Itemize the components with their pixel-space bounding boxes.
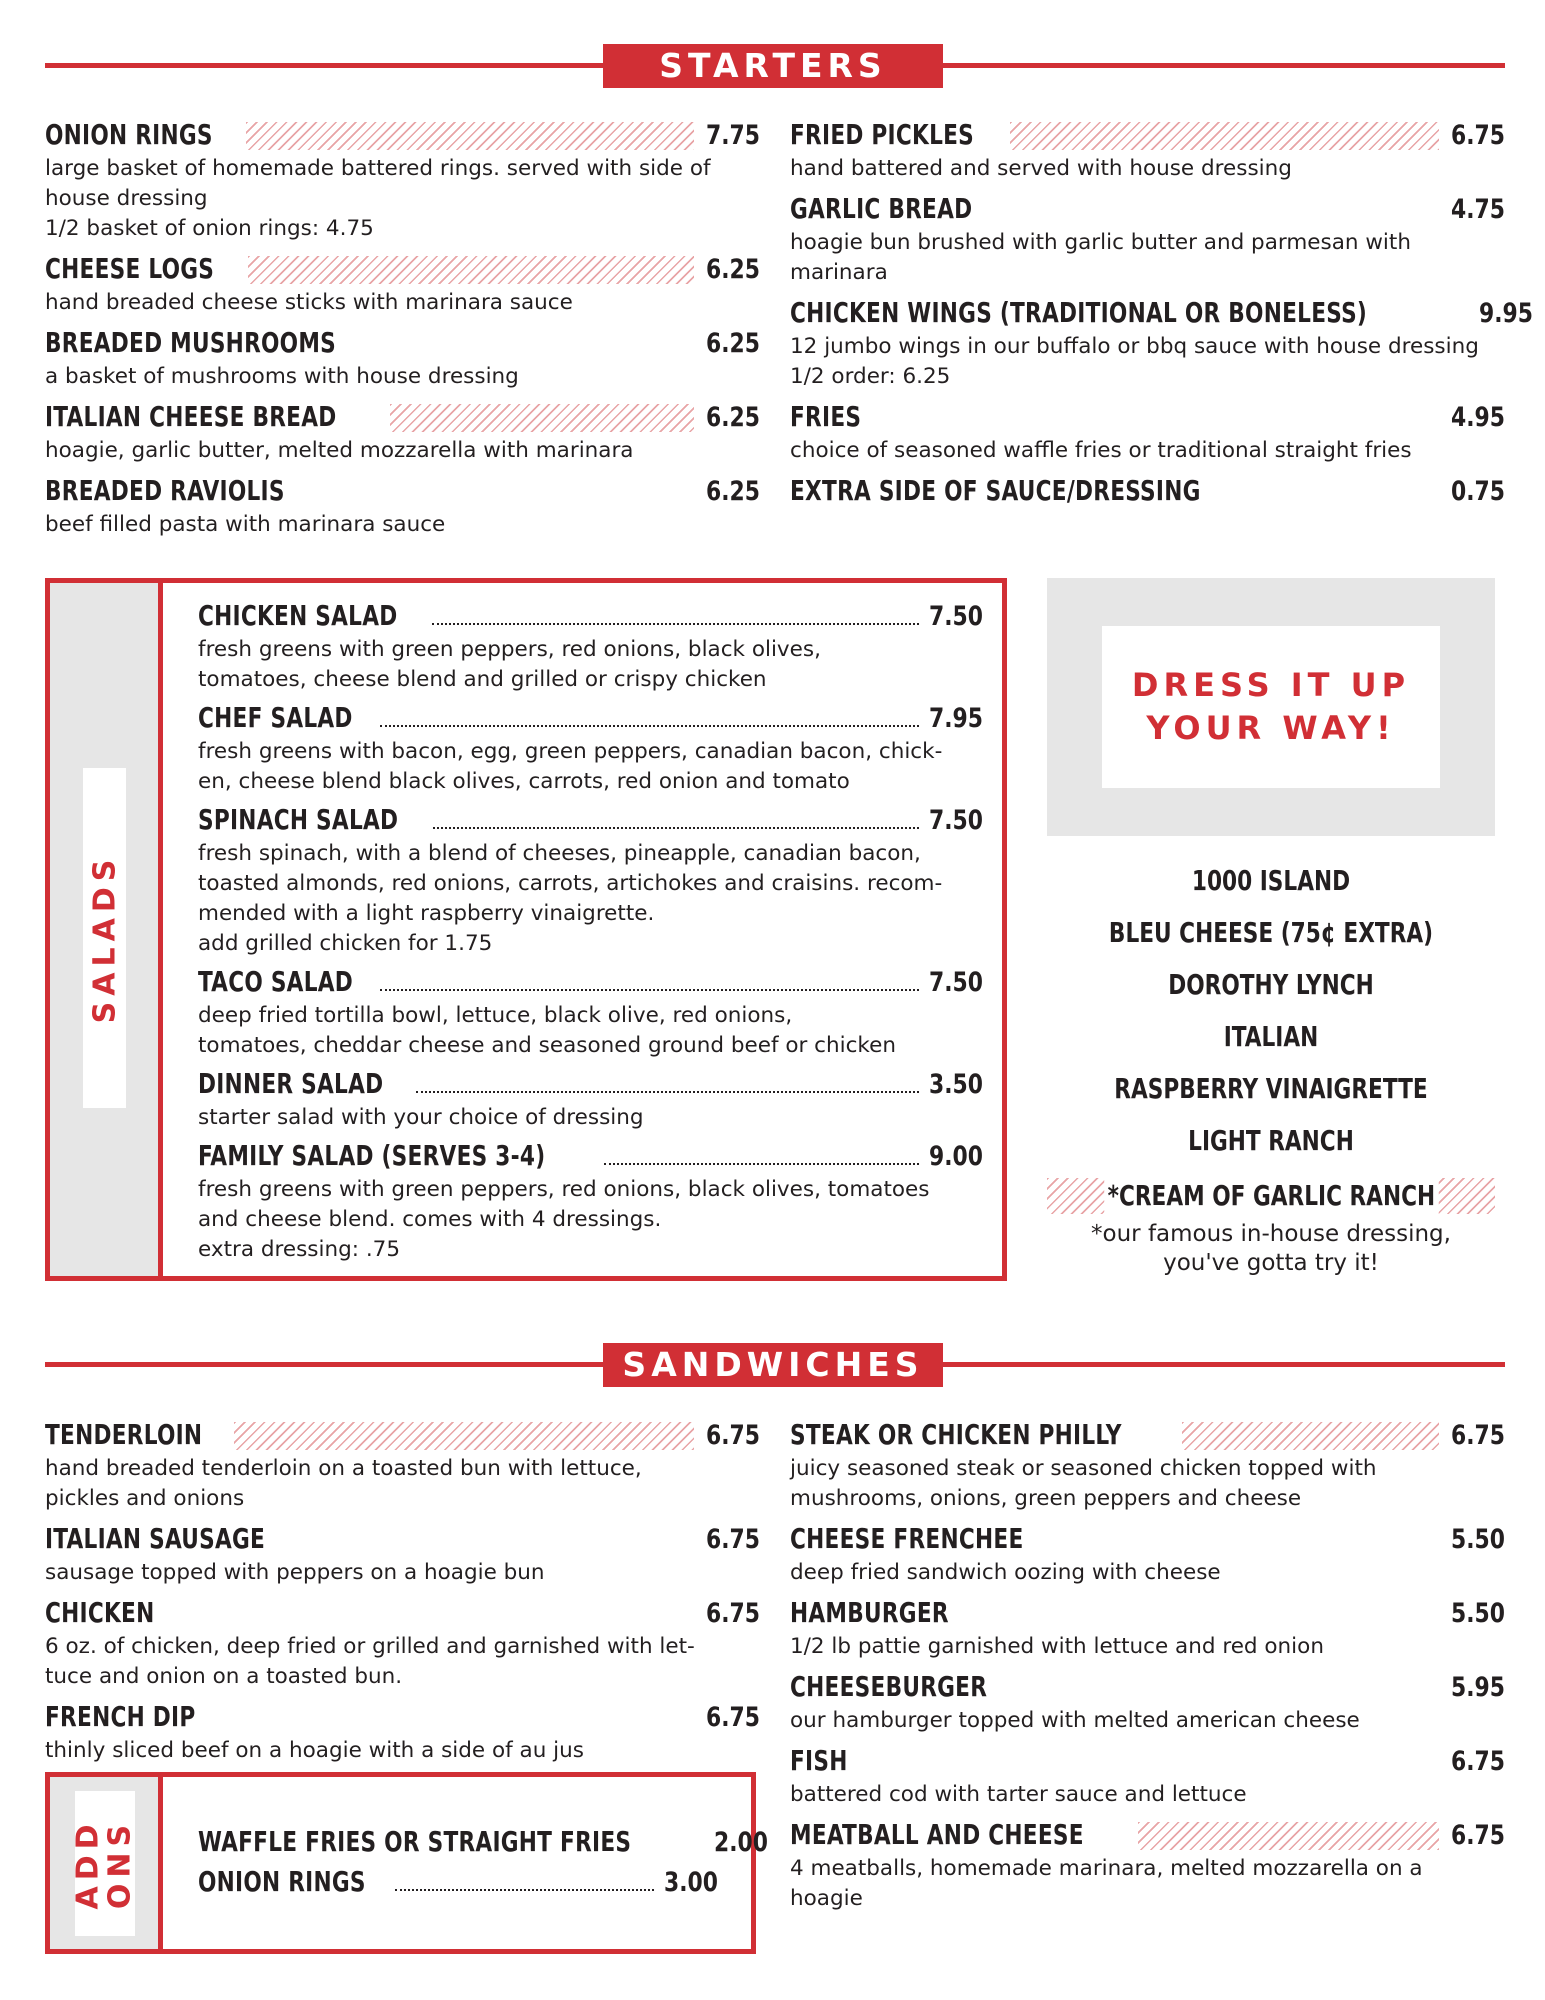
salads-sidebar [50, 583, 163, 1276]
item-price: 6.25 [706, 402, 760, 433]
dressings-headline-line-2: YOUR WAY! [1146, 709, 1396, 747]
item-name: MEATBALL AND CHEESE [790, 1818, 1089, 1851]
item-description: hoagie bun brushed with garlic butter and parmesan with marinara [790, 230, 1411, 285]
item-description: hoagie, garlic butter, melted mozzarella with marinara [45, 438, 634, 463]
dressing-item: RASPBERRY VINAIGRETTE [1114, 1072, 1428, 1105]
menu-item [790, 118, 1505, 184]
item-description: large basket of homemade battered rings. served with side of house dressing 1/2 basket of onion rings: 4.75 [45, 156, 711, 241]
dressing-item: ITALIAN [1223, 1020, 1319, 1053]
item-price: 6.75 [1451, 1746, 1505, 1777]
menu-item [198, 1139, 983, 1265]
item-price: 9.95 [1479, 298, 1533, 329]
dressing-item: LIGHT RANCH [1188, 1124, 1354, 1157]
item-price: 7.95 [929, 703, 983, 734]
item-name: CHICKEN WINGS (TRADITIONAL OR BONELESS) [790, 296, 1372, 329]
item-price: 7.50 [929, 967, 983, 998]
item-name: CHEESEBURGER [790, 1670, 992, 1703]
dressings-headline [1102, 626, 1440, 788]
addons-list [198, 1825, 768, 1907]
menu-item [790, 400, 1505, 466]
item-name: STEAK OR CHICKEN PHILLY [790, 1418, 1127, 1451]
item-price: 6.25 [706, 476, 760, 507]
item-name: TENDERLOIN [45, 1418, 207, 1451]
item-description: fresh greens with bacon, egg, green peppers, canadian bacon, chick- en, cheese blend black olives, carrots, red onion and tomato [198, 739, 943, 794]
item-description: deep fried tortilla bowl, lettuce, black olive, red onions, tomatoes, cheddar cheese and seasoned ground beef or chicken [198, 1003, 896, 1058]
menu-item [198, 1865, 718, 1901]
item-name: BREADED MUSHROOMS [45, 326, 341, 359]
item-name: BREADED RAVIOLIS [45, 474, 290, 507]
item-price: 6.75 [1451, 1420, 1505, 1451]
menu-item [790, 192, 1505, 288]
item-description: 12 jumbo wings in our buffalo or bbq sauce with house dressing 1/2 order: 6.25 [790, 334, 1479, 389]
menu-item [198, 1825, 768, 1861]
item-price: 6.25 [706, 254, 760, 285]
item-price: 4.95 [1451, 402, 1505, 433]
item-name: FISH [790, 1744, 853, 1777]
item-price: 6.25 [706, 328, 760, 359]
starters-right-column [790, 118, 1533, 518]
addons-title: ADD ONS [71, 1817, 138, 1910]
item-price: 3.00 [664, 1867, 718, 1898]
item-price: 6.75 [1451, 120, 1505, 151]
dressings-headline-line-1: DRESS IT UP [1131, 666, 1411, 704]
item-description: choice of seasoned waffle fries or traditional straight fries [790, 438, 1412, 463]
menu-item [790, 1670, 1505, 1736]
item-price: 4.75 [1451, 194, 1505, 225]
item-description: hand breaded tenderloin on a toasted bun with lettuce, pickles and onions [45, 1456, 642, 1511]
item-description: fresh greens with green peppers, red onions, black olives, tomatoes, cheese blend and grilled or crispy chicken [198, 637, 821, 692]
item-name: ITALIAN SAUSAGE [45, 1522, 270, 1555]
item-description: 4 meatballs, homemade marinara, melted mozzarella on a hoagie [790, 1856, 1423, 1911]
addons-box [45, 1772, 768, 1954]
item-price: 6.75 [1451, 1820, 1505, 1851]
menu-item [45, 1522, 760, 1588]
menu-item [198, 599, 983, 695]
item-price: 9.00 [929, 1141, 983, 1172]
dressing-note: *our famous in-house dressing, you've gotta try it! [1091, 1221, 1451, 1276]
item-name: FAMILY SALAD (SERVES 3-4) [198, 1139, 546, 1172]
dressing-item: 1000 ISLAND [1191, 864, 1351, 897]
sandwiches-title: SANDWICHES [603, 1343, 943, 1387]
menu-item [198, 1067, 983, 1133]
menu-item [198, 803, 983, 959]
menu-item [790, 1596, 1505, 1662]
item-price: 5.95 [1451, 1672, 1505, 1703]
item-description: battered cod with tarter sauce and lettuce [790, 1782, 1247, 1807]
menu-item [790, 296, 1533, 392]
salads-title-tag [83, 768, 126, 1108]
menu-item [45, 252, 760, 318]
item-name: CHEESE FRENCHEE [790, 1522, 1029, 1555]
menu-item [790, 1818, 1505, 1914]
item-name: EXTRA SIDE OF SAUCE/DRESSING [790, 474, 1206, 507]
menu-item [790, 1418, 1505, 1514]
item-description: juicy seasoned steak or seasoned chicken topped with mushrooms, onions, green peppers and cheese [790, 1456, 1377, 1511]
item-name: SPINACH SALAD [198, 803, 399, 836]
dressing-item: BLEU CHEESE (75¢ EXTRA) [1108, 916, 1434, 949]
item-description: thinly sliced beef on a hoagie with a side of au jus [45, 1738, 584, 1763]
item-price: 6.75 [706, 1598, 760, 1629]
item-description: beef filled pasta with marinara sauce [45, 512, 446, 537]
menu-item [198, 701, 983, 797]
item-description: 6 oz. of chicken, deep fried or grilled and garnished with let- tuce and onion on a toasted bun. [45, 1634, 695, 1689]
menu-item [45, 326, 760, 392]
sandwiches-right-column [790, 1418, 1505, 1922]
dressing-item: DOROTHY LYNCH [1168, 968, 1374, 1001]
item-name: FRENCH DIP [45, 1700, 201, 1733]
item-name: TACO SALAD [198, 965, 354, 998]
starters-header [45, 44, 1505, 88]
menu-item [45, 474, 760, 540]
item-name: FRIES [790, 400, 866, 433]
menu-item [790, 1522, 1505, 1588]
salads-title: SALADS [87, 853, 123, 1023]
item-name: CHEESE LOGS [45, 252, 219, 285]
addons-sidebar [50, 1777, 163, 1949]
item-description: fresh greens with green peppers, red onions, black olives, tomatoes and cheese blend. comes with 4 dressings. extra dressing: .75 [198, 1177, 930, 1262]
item-name: WAFFLE FRIES OR STRAIGHT FRIES [198, 1825, 632, 1858]
sandwiches-left-column [45, 1418, 760, 1774]
item-description: hand breaded cheese sticks with marinara sauce [45, 290, 573, 315]
dressings-list [1047, 862, 1495, 1278]
sandwiches-header [45, 1343, 1505, 1387]
item-name: FRIED PICKLES [790, 118, 979, 151]
item-price: 0.75 [1451, 476, 1505, 507]
item-price: 7.50 [929, 805, 983, 836]
item-name: CHICKEN SALAD [198, 599, 398, 632]
item-description: sausage topped with peppers on a hoagie bun [45, 1560, 545, 1585]
salads-box [45, 578, 1007, 1281]
item-description: a basket of mushrooms with house dressing [45, 364, 519, 389]
item-price: 6.75 [706, 1524, 760, 1555]
item-name: ITALIAN CHEESE BREAD [45, 400, 342, 433]
addons-title-tag [71, 1791, 138, 1936]
starters-left-column [45, 118, 760, 548]
menu-item [45, 1596, 760, 1692]
item-price: 6.75 [706, 1420, 760, 1451]
item-description: fresh spinach, with a blend of cheeses, pineapple, canadian bacon, toasted almonds, red onions, carrots, artichokes and craisins. recom- mended with a light raspberry vinaigrette. add grilled chicken for 1.75 [198, 841, 943, 956]
dressing-special [1047, 1178, 1495, 1214]
menu-item [790, 474, 1505, 510]
menu-item [790, 1744, 1505, 1810]
menu-item [198, 965, 983, 1061]
menu-item [45, 118, 760, 244]
item-name: ONION RINGS [198, 1865, 366, 1898]
item-price: 3.50 [929, 1069, 983, 1100]
item-price: 7.75 [706, 120, 760, 151]
item-price: 7.50 [929, 601, 983, 632]
item-name: CHICKEN [45, 1596, 160, 1629]
item-description: hand battered and served with house dressing [790, 156, 1292, 181]
item-price: 5.50 [1451, 1524, 1505, 1555]
item-name: HAMBURGER [790, 1596, 954, 1629]
item-price: 5.50 [1451, 1598, 1505, 1629]
menu-item [45, 1700, 760, 1766]
dressings-panel [1047, 578, 1495, 836]
item-description: 1/2 lb pattie garnished with lettuce and red onion [790, 1634, 1324, 1659]
dressing-special-label: *CREAM OF GARLIC RANCH [1104, 1178, 1438, 1214]
salads-list [198, 599, 983, 1271]
item-name: GARLIC BREAD [790, 192, 978, 225]
item-name: DINNER SALAD [198, 1067, 384, 1100]
item-description: our hamburger topped with melted american cheese [790, 1708, 1360, 1733]
item-name: ONION RINGS [45, 118, 218, 151]
starters-title: STARTERS [603, 44, 943, 88]
menu-item [45, 1418, 760, 1514]
item-price: 2.00 [713, 1827, 768, 1858]
item-name: CHEF SALAD [198, 701, 353, 734]
item-description: deep fried sandwich oozing with cheese [790, 1560, 1221, 1585]
item-price: 6.75 [706, 1702, 760, 1733]
menu-item [45, 400, 760, 466]
item-description: starter salad with your choice of dressing [198, 1105, 644, 1130]
